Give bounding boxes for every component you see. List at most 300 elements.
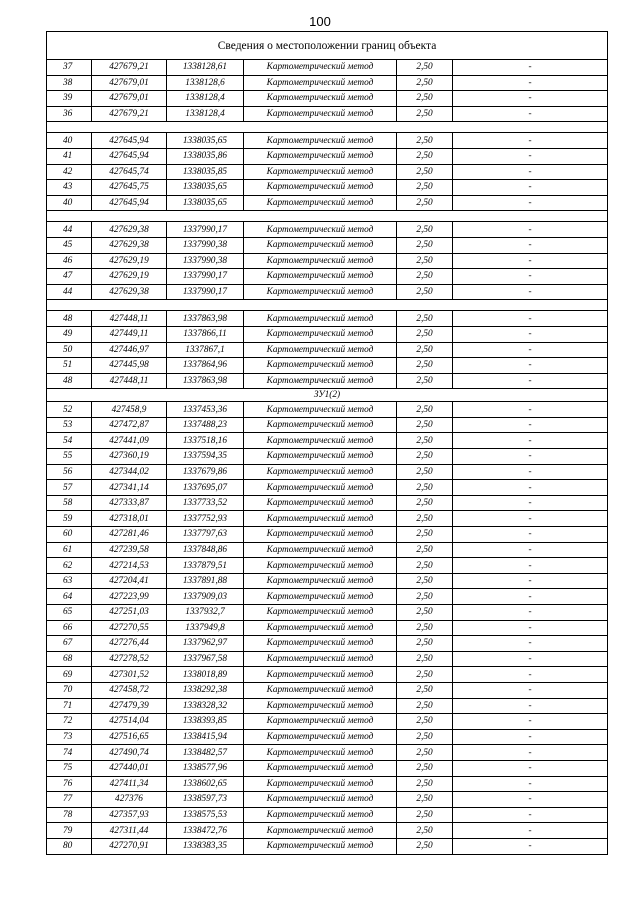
description-cell: -	[453, 464, 608, 480]
x-coordinate-cell: 427645,74	[92, 164, 167, 180]
table-row	[47, 511, 608, 527]
point-number-cell: 51	[47, 358, 92, 374]
table-row	[47, 823, 608, 839]
accuracy-cell: 2,50	[397, 682, 453, 698]
x-coordinate-cell: 427344,02	[92, 464, 167, 480]
x-coordinate-cell: 427514,04	[92, 714, 167, 730]
accuracy-cell: 2,50	[397, 495, 453, 511]
accuracy-cell: 2,50	[397, 180, 453, 196]
x-coordinate-cell: 427333,87	[92, 495, 167, 511]
table-row	[47, 75, 608, 91]
table-row	[47, 91, 608, 107]
method-cell: Картометрический метод	[244, 792, 397, 808]
description-cell: -	[453, 542, 608, 558]
point-number-cell: 41	[47, 148, 92, 164]
method-cell: Картометрический метод	[244, 91, 397, 107]
description-cell: -	[453, 433, 608, 449]
x-coordinate-cell: 427441,09	[92, 433, 167, 449]
y-coordinate-cell: 1337695,07	[167, 480, 244, 496]
accuracy-cell: 2,50	[397, 133, 453, 149]
accuracy-cell: 2,50	[397, 807, 453, 823]
description-cell: -	[453, 729, 608, 745]
description-cell: -	[453, 792, 608, 808]
table-title: Сведения о местоположении границ объекта	[47, 32, 608, 60]
table-row	[47, 164, 608, 180]
method-cell: Картометрический метод	[244, 480, 397, 496]
y-coordinate-cell: 1337594,35	[167, 449, 244, 465]
x-coordinate-cell: 427679,21	[92, 106, 167, 122]
method-cell: Картометрический метод	[244, 195, 397, 211]
accuracy-cell: 2,50	[397, 573, 453, 589]
point-number-cell: 40	[47, 195, 92, 211]
method-cell: Картометрический метод	[244, 148, 397, 164]
accuracy-cell: 2,50	[397, 253, 453, 269]
y-coordinate-cell: 1338128,4	[167, 91, 244, 107]
x-coordinate-cell: 427357,93	[92, 807, 167, 823]
x-coordinate-cell: 427645,94	[92, 148, 167, 164]
table-row	[47, 237, 608, 253]
point-number-cell: 42	[47, 164, 92, 180]
y-coordinate-cell: 1337866,11	[167, 326, 244, 342]
separator-row	[47, 211, 608, 222]
x-coordinate-cell: 427341,14	[92, 480, 167, 496]
x-coordinate-cell: 427458,9	[92, 402, 167, 418]
x-coordinate-cell: 427629,19	[92, 269, 167, 285]
y-coordinate-cell: 1337891,88	[167, 573, 244, 589]
description-cell: -	[453, 605, 608, 621]
point-number-cell: 50	[47, 342, 92, 358]
table-row	[47, 253, 608, 269]
table-row	[47, 148, 608, 164]
x-coordinate-cell: 427445,98	[92, 358, 167, 374]
table-row	[47, 449, 608, 465]
method-cell: Картометрический метод	[244, 823, 397, 839]
accuracy-cell: 2,50	[397, 269, 453, 285]
point-number-cell: 44	[47, 284, 92, 300]
accuracy-cell: 2,50	[397, 620, 453, 636]
accuracy-cell: 2,50	[397, 75, 453, 91]
point-number-cell: 47	[47, 269, 92, 285]
table-row	[47, 573, 608, 589]
accuracy-cell: 2,50	[397, 342, 453, 358]
accuracy-cell: 2,50	[397, 558, 453, 574]
description-cell: -	[453, 195, 608, 211]
accuracy-cell: 2,50	[397, 714, 453, 730]
table-row	[47, 807, 608, 823]
description-cell: -	[453, 838, 608, 854]
x-coordinate-cell: 427239,58	[92, 542, 167, 558]
point-number-cell: 77	[47, 792, 92, 808]
accuracy-cell: 2,50	[397, 760, 453, 776]
description-cell: -	[453, 402, 608, 418]
method-cell: Картометрический метод	[244, 284, 397, 300]
point-number-cell: 75	[47, 760, 92, 776]
x-coordinate-cell: 427679,01	[92, 75, 167, 91]
x-coordinate-cell: 427214,53	[92, 558, 167, 574]
accuracy-cell: 2,50	[397, 237, 453, 253]
method-cell: Картометрический метод	[244, 838, 397, 854]
table-row	[47, 106, 608, 122]
table-row	[47, 745, 608, 761]
y-coordinate-cell: 1338018,89	[167, 667, 244, 683]
y-coordinate-cell: 1338383,35	[167, 838, 244, 854]
y-coordinate-cell: 1338035,65	[167, 195, 244, 211]
point-number-cell: 66	[47, 620, 92, 636]
accuracy-cell: 2,50	[397, 60, 453, 76]
description-cell: -	[453, 417, 608, 433]
accuracy-cell: 2,50	[397, 417, 453, 433]
method-cell: Картометрический метод	[244, 269, 397, 285]
method-cell: Картометрический метод	[244, 180, 397, 196]
method-cell: Картометрический метод	[244, 133, 397, 149]
method-cell: Картометрический метод	[244, 776, 397, 792]
point-number-cell: 62	[47, 558, 92, 574]
y-coordinate-cell: 1338602,65	[167, 776, 244, 792]
page-number: 100	[309, 14, 331, 29]
description-cell: -	[453, 91, 608, 107]
description-cell: -	[453, 269, 608, 285]
y-coordinate-cell: 1337990,17	[167, 222, 244, 238]
method-cell: Картометрический метод	[244, 311, 397, 327]
y-coordinate-cell: 1337679,86	[167, 464, 244, 480]
method-cell: Картометрический метод	[244, 636, 397, 652]
point-number-cell: 73	[47, 729, 92, 745]
table-row	[47, 589, 608, 605]
point-number-cell: 52	[47, 402, 92, 418]
method-cell: Картометрический метод	[244, 417, 397, 433]
point-number-cell: 59	[47, 511, 92, 527]
y-coordinate-cell: 1338035,65	[167, 180, 244, 196]
x-coordinate-cell: 427281,46	[92, 527, 167, 543]
section-row	[47, 389, 608, 402]
point-number-cell: 44	[47, 222, 92, 238]
y-coordinate-cell: 1338292,38	[167, 682, 244, 698]
description-cell: -	[453, 776, 608, 792]
method-cell: Картометрический метод	[244, 527, 397, 543]
x-coordinate-cell: 427629,38	[92, 284, 167, 300]
description-cell: -	[453, 480, 608, 496]
x-coordinate-cell: 427449,11	[92, 326, 167, 342]
description-cell: -	[453, 714, 608, 730]
point-number-cell: 80	[47, 838, 92, 854]
x-coordinate-cell: 427448,11	[92, 373, 167, 389]
accuracy-cell: 2,50	[397, 729, 453, 745]
description-cell: -	[453, 133, 608, 149]
point-number-cell: 48	[47, 311, 92, 327]
method-cell: Картометрический метод	[244, 620, 397, 636]
point-number-cell: 45	[47, 237, 92, 253]
method-cell: Картометрический метод	[244, 75, 397, 91]
x-coordinate-cell: 427376	[92, 792, 167, 808]
point-number-cell: 58	[47, 495, 92, 511]
point-number-cell: 61	[47, 542, 92, 558]
table-row	[47, 620, 608, 636]
method-cell: Картометрический метод	[244, 698, 397, 714]
y-coordinate-cell: 1338328,32	[167, 698, 244, 714]
y-coordinate-cell: 1337990,17	[167, 284, 244, 300]
y-coordinate-cell: 1337932,7	[167, 605, 244, 621]
description-cell: -	[453, 698, 608, 714]
description-cell: -	[453, 106, 608, 122]
point-number-cell: 72	[47, 714, 92, 730]
method-cell: Картометрический метод	[244, 222, 397, 238]
description-cell: -	[453, 636, 608, 652]
point-number-cell: 69	[47, 667, 92, 683]
description-cell: -	[453, 667, 608, 683]
accuracy-cell: 2,50	[397, 542, 453, 558]
y-coordinate-cell: 1337453,36	[167, 402, 244, 418]
method-cell: Картометрический метод	[244, 651, 397, 667]
accuracy-cell: 2,50	[397, 311, 453, 327]
accuracy-cell: 2,50	[397, 838, 453, 854]
table-row	[47, 284, 608, 300]
x-coordinate-cell: 427301,52	[92, 667, 167, 683]
method-cell: Картометрический метод	[244, 237, 397, 253]
accuracy-cell: 2,50	[397, 464, 453, 480]
y-coordinate-cell: 1338415,94	[167, 729, 244, 745]
description-cell: -	[453, 373, 608, 389]
point-number-cell: 54	[47, 433, 92, 449]
table-row	[47, 776, 608, 792]
method-cell: Картометрический метод	[244, 358, 397, 374]
method-cell: Картометрический метод	[244, 326, 397, 342]
method-cell: Картометрический метод	[244, 60, 397, 76]
x-coordinate-cell: 427440,01	[92, 760, 167, 776]
description-cell: -	[453, 745, 608, 761]
description-cell: -	[453, 558, 608, 574]
y-coordinate-cell: 1337867,1	[167, 342, 244, 358]
description-cell: -	[453, 620, 608, 636]
point-number-cell: 49	[47, 326, 92, 342]
x-coordinate-cell: 427318,01	[92, 511, 167, 527]
method-cell: Картометрический метод	[244, 106, 397, 122]
x-coordinate-cell: 427645,75	[92, 180, 167, 196]
description-cell: -	[453, 342, 608, 358]
y-coordinate-cell: 1338128,6	[167, 75, 244, 91]
x-coordinate-cell: 427204,41	[92, 573, 167, 589]
description-cell: -	[453, 148, 608, 164]
point-number-cell: 36	[47, 106, 92, 122]
description-cell: -	[453, 358, 608, 374]
point-number-cell: 46	[47, 253, 92, 269]
table-row	[47, 605, 608, 621]
accuracy-cell: 2,50	[397, 511, 453, 527]
point-number-cell: 63	[47, 573, 92, 589]
y-coordinate-cell: 1338597,73	[167, 792, 244, 808]
accuracy-cell: 2,50	[397, 480, 453, 496]
y-coordinate-cell: 1337967,58	[167, 651, 244, 667]
y-coordinate-cell: 1337879,51	[167, 558, 244, 574]
x-coordinate-cell: 427276,44	[92, 636, 167, 652]
description-cell: -	[453, 164, 608, 180]
x-coordinate-cell: 427479,39	[92, 698, 167, 714]
accuracy-cell: 2,50	[397, 745, 453, 761]
method-cell: Картометрический метод	[244, 682, 397, 698]
y-coordinate-cell: 1337518,16	[167, 433, 244, 449]
method-cell: Картометрический метод	[244, 760, 397, 776]
accuracy-cell: 2,50	[397, 195, 453, 211]
table-row	[47, 342, 608, 358]
table-row	[47, 60, 608, 76]
table-header-row	[47, 32, 608, 60]
y-coordinate-cell: 1338575,53	[167, 807, 244, 823]
table-row	[47, 180, 608, 196]
y-coordinate-cell: 1337949,8	[167, 620, 244, 636]
point-number-cell: 71	[47, 698, 92, 714]
method-cell: Картометрический метод	[244, 402, 397, 418]
table-row	[47, 682, 608, 698]
description-cell: -	[453, 75, 608, 91]
description-cell: -	[453, 527, 608, 543]
y-coordinate-cell: 1338482,57	[167, 745, 244, 761]
description-cell: -	[453, 237, 608, 253]
method-cell: Картометрический метод	[244, 729, 397, 745]
table-row	[47, 195, 608, 211]
x-coordinate-cell: 427472,87	[92, 417, 167, 433]
method-cell: Картометрический метод	[244, 589, 397, 605]
y-coordinate-cell: 1338035,85	[167, 164, 244, 180]
x-coordinate-cell: 427458,72	[92, 682, 167, 698]
accuracy-cell: 2,50	[397, 222, 453, 238]
point-number-cell: 38	[47, 75, 92, 91]
accuracy-cell: 2,50	[397, 792, 453, 808]
x-coordinate-cell: 427645,94	[92, 195, 167, 211]
accuracy-cell: 2,50	[397, 106, 453, 122]
method-cell: Картометрический метод	[244, 253, 397, 269]
separator-row	[47, 300, 608, 311]
description-cell: -	[453, 222, 608, 238]
method-cell: Картометрический метод	[244, 573, 397, 589]
accuracy-cell: 2,50	[397, 651, 453, 667]
separator-cell	[47, 300, 608, 311]
method-cell: Картометрический метод	[244, 495, 397, 511]
method-cell: Картометрический метод	[244, 667, 397, 683]
accuracy-cell: 2,50	[397, 449, 453, 465]
method-cell: Картометрический метод	[244, 449, 397, 465]
table-row	[47, 480, 608, 496]
table-row	[47, 667, 608, 683]
section-label: ЗУ1(2)	[47, 389, 608, 402]
x-coordinate-cell: 427270,55	[92, 620, 167, 636]
y-coordinate-cell: 1337752,93	[167, 511, 244, 527]
point-number-cell: 43	[47, 180, 92, 196]
y-coordinate-cell: 1338393,85	[167, 714, 244, 730]
table-row	[47, 464, 608, 480]
separator-cell	[47, 211, 608, 222]
x-coordinate-cell: 427679,21	[92, 60, 167, 76]
description-cell: -	[453, 60, 608, 76]
table-row	[47, 651, 608, 667]
description-cell: -	[453, 651, 608, 667]
y-coordinate-cell: 1338472,76	[167, 823, 244, 839]
y-coordinate-cell: 1338035,86	[167, 148, 244, 164]
y-coordinate-cell: 1337909,03	[167, 589, 244, 605]
description-cell: -	[453, 311, 608, 327]
table-row	[47, 636, 608, 652]
x-coordinate-cell: 427278,52	[92, 651, 167, 667]
table-row	[47, 326, 608, 342]
point-number-cell: 57	[47, 480, 92, 496]
table-body	[47, 32, 608, 855]
method-cell: Картометрический метод	[244, 542, 397, 558]
x-coordinate-cell: 427629,19	[92, 253, 167, 269]
accuracy-cell: 2,50	[397, 433, 453, 449]
boundary-coordinates-table	[46, 31, 608, 855]
table-row	[47, 402, 608, 418]
x-coordinate-cell: 427448,11	[92, 311, 167, 327]
table-row	[47, 838, 608, 854]
x-coordinate-cell: 427629,38	[92, 222, 167, 238]
method-cell: Картометрический метод	[244, 605, 397, 621]
y-coordinate-cell: 1337863,98	[167, 373, 244, 389]
accuracy-cell: 2,50	[397, 402, 453, 418]
y-coordinate-cell: 1338128,4	[167, 106, 244, 122]
y-coordinate-cell: 1338035,65	[167, 133, 244, 149]
point-number-cell: 39	[47, 91, 92, 107]
description-cell: -	[453, 284, 608, 300]
point-number-cell: 48	[47, 373, 92, 389]
accuracy-cell: 2,50	[397, 164, 453, 180]
accuracy-cell: 2,50	[397, 605, 453, 621]
x-coordinate-cell: 427645,94	[92, 133, 167, 149]
method-cell: Картометрический метод	[244, 714, 397, 730]
table-row	[47, 527, 608, 543]
accuracy-cell: 2,50	[397, 91, 453, 107]
point-number-cell: 67	[47, 636, 92, 652]
x-coordinate-cell: 427446,97	[92, 342, 167, 358]
table-row	[47, 417, 608, 433]
point-number-cell: 76	[47, 776, 92, 792]
point-number-cell: 60	[47, 527, 92, 543]
x-coordinate-cell: 427311,44	[92, 823, 167, 839]
table-row	[47, 373, 608, 389]
description-cell: -	[453, 682, 608, 698]
point-number-cell: 79	[47, 823, 92, 839]
description-cell: -	[453, 589, 608, 605]
y-coordinate-cell: 1338577,96	[167, 760, 244, 776]
method-cell: Картометрический метод	[244, 164, 397, 180]
description-cell: -	[453, 807, 608, 823]
table-row	[47, 133, 608, 149]
x-coordinate-cell: 427223,99	[92, 589, 167, 605]
method-cell: Картометрический метод	[244, 511, 397, 527]
point-number-cell: 70	[47, 682, 92, 698]
x-coordinate-cell: 427679,01	[92, 91, 167, 107]
y-coordinate-cell: 1338128,61	[167, 60, 244, 76]
description-cell: -	[453, 573, 608, 589]
table-row	[47, 433, 608, 449]
table-row	[47, 698, 608, 714]
table-row	[47, 714, 608, 730]
accuracy-cell: 2,50	[397, 823, 453, 839]
y-coordinate-cell: 1337488,23	[167, 417, 244, 433]
separator-cell	[47, 122, 608, 133]
point-number-cell: 55	[47, 449, 92, 465]
method-cell: Картометрический метод	[244, 373, 397, 389]
y-coordinate-cell: 1337990,17	[167, 269, 244, 285]
y-coordinate-cell: 1337733,52	[167, 495, 244, 511]
table-row	[47, 495, 608, 511]
accuracy-cell: 2,50	[397, 358, 453, 374]
separator-row	[47, 122, 608, 133]
accuracy-cell: 2,50	[397, 284, 453, 300]
table-row	[47, 792, 608, 808]
accuracy-cell: 2,50	[397, 527, 453, 543]
accuracy-cell: 2,50	[397, 636, 453, 652]
x-coordinate-cell: 427629,38	[92, 237, 167, 253]
table-row	[47, 729, 608, 745]
table-row	[47, 542, 608, 558]
